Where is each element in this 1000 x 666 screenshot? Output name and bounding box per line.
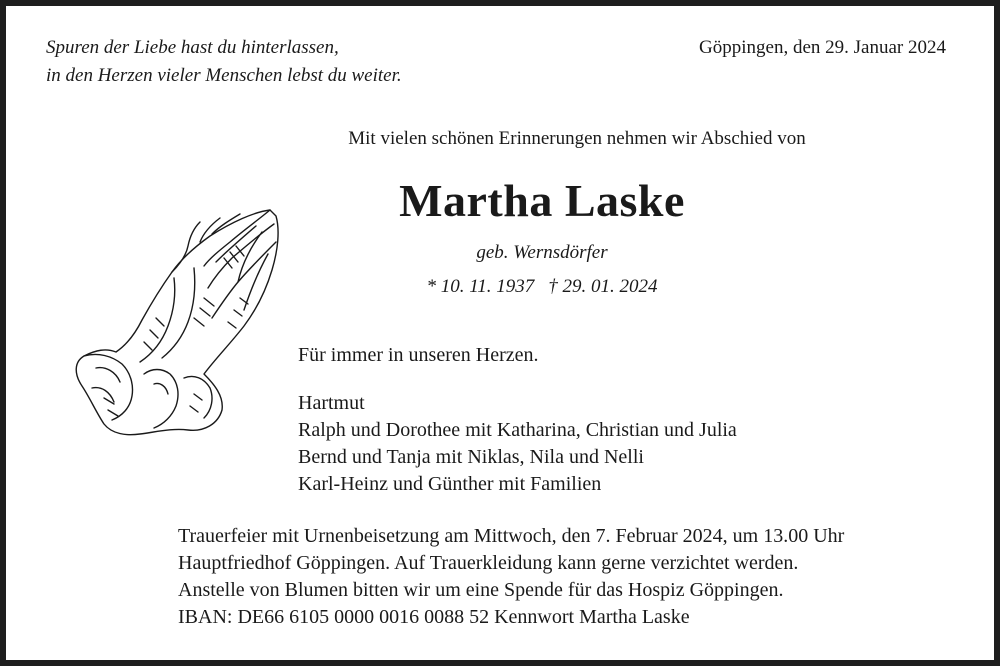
place-date: Göppingen, den 29. Januar 2024: [699, 37, 946, 58]
mourner-line: Karl-Heinz und Günther mit Familien: [298, 473, 602, 495]
death-date: † 29. 01. 2024: [548, 276, 658, 297]
mourner-line: Hartmut: [298, 392, 365, 414]
service-line: Anstelle von Blumen bitten wir um eine Spende für das Hospiz Göppingen.: [178, 579, 784, 601]
birth-date: * 10. 11. 1937: [426, 276, 535, 297]
service-line: Trauerfeier mit Urnenbeisetzung am Mittwoch, den 7. Februar 2024, um 13.00 Uhr: [178, 525, 845, 547]
maiden-name: geb. Wernsdörfer: [476, 242, 608, 263]
motto-line: in den Herzen vieler Menschen lebst du weiter.: [46, 65, 402, 86]
motto-line: Spuren der Liebe hast du hinterlassen,: [46, 37, 339, 58]
service-line: IBAN: DE66 6105 0000 0016 0088 52 Kennwort Martha Laske: [178, 606, 690, 628]
service-info: [178, 523, 844, 631]
motto: [46, 34, 402, 90]
deceased-name: Martha Laske: [399, 175, 685, 226]
mourner-line: Bernd und Tanja mit Niklas, Nila und Nelli: [298, 446, 644, 468]
mourner-line: Ralph und Dorothee mit Katharina, Christian und Julia: [298, 419, 737, 441]
mourners-list: [298, 390, 737, 498]
life-dates: [6, 276, 1000, 298]
farewell-intro: Mit vielen schönen Erinnerungen nehmen wir Abschied von: [348, 128, 806, 149]
closing-line: Für immer in unseren Herzen.: [298, 344, 539, 366]
service-line: Hauptfriedhof Göppingen. Auf Trauerkleidung kann gerne verzichtet werden.: [178, 552, 799, 574]
praying-hands-icon: [44, 198, 284, 446]
